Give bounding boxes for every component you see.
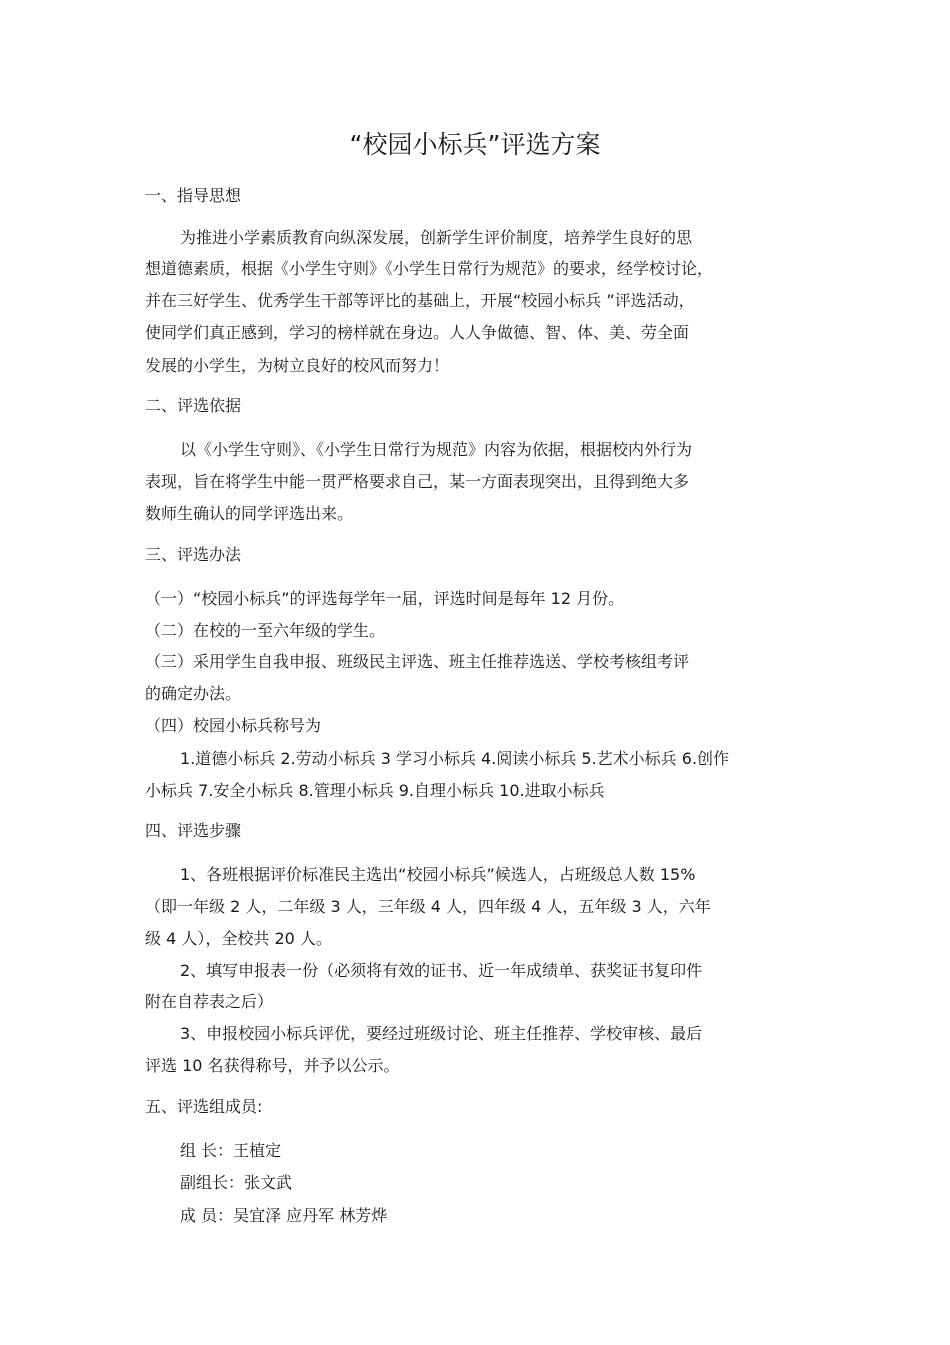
section-4-line-4: 2、填写申报表一份（必须将有效的证书、近一年成绩单、获奖证书复印件 <box>180 961 703 980</box>
section-4-line-5: 附在自荐表之后） <box>145 992 274 1011</box>
section-1-line-2: 想道德素质，根据《小学生守则》《小学生日常行为规范》的要求，经学校讨论， <box>145 259 714 278</box>
section-4-line-3: 级 4 人），全校共 20 人。 <box>145 929 332 948</box>
section-1-line-5: 发展的小学生，为树立良好的校风而努力！ <box>145 356 450 375</box>
section-3-line-5: （四）校园小标兵称号为 <box>145 716 322 735</box>
section-3-line-6: 1.道德小标兵 2.劳动小标兵 3 学习小标兵 4.阅读小标兵 5.艺术小标兵 6.创作 <box>180 749 730 768</box>
section-4-line-2: （即一年级 2 人，二年级 3 人，三年级 4 人，四年级 4 人，五年级 3 人，六年 <box>145 897 711 916</box>
section-4-line-7: 评选 10 名获得称号，并予以公示。 <box>145 1056 400 1075</box>
section-5-heading: 五、评选组成员: <box>145 1097 263 1116</box>
section-4-line-1: 1、各班根据评价标准民主选出“校园小标兵”候选人，占班级总人数 15% <box>180 865 696 884</box>
section-2-line-3: 数师生确认的同学评选出来。 <box>145 504 354 523</box>
member-deputy-leader: 副组长：张文武 <box>180 1173 293 1192</box>
section-3-line-7: 小标兵 7.安全小标兵 8.管理小标兵 9.自理小标兵 10.进取小标兵 <box>145 781 605 800</box>
section-2-heading: 二、评选依据 <box>145 396 242 415</box>
section-1-line-1: 为推进小学素质教育向纵深发展，创新学生评价制度，培养学生良好的思 <box>180 228 693 247</box>
section-2-line-1: 以《小学生守则》、《小学生日常行为规范》内容为依据，根据校内外行为 <box>180 440 693 459</box>
section-1-line-3: 并在三好学生、优秀学生干部等评比的基础上，开展“校园小标兵 ”评选活动， <box>145 291 695 310</box>
section-3-heading: 三、评选办法 <box>145 545 242 564</box>
section-3-line-2: （二）在校的一至六年级的学生。 <box>145 621 386 640</box>
section-3-line-4: 的确定办法。 <box>145 684 242 703</box>
page-title: “校园小标兵”评选方案 <box>349 130 601 159</box>
member-members: 成 员：吴宜泽 应丹军 林芳烨 <box>180 1206 388 1225</box>
section-3-line-3: （三）采用学生自我申报、班级民主评选、班主任推荐选送、学校考核组考评 <box>145 652 690 671</box>
section-4-line-6: 3、申报校园小标兵评优，要经过班级讨论、班主任推荐、学校审核、最后 <box>180 1024 703 1043</box>
member-leader: 组 长：王植定 <box>180 1141 282 1160</box>
section-1-heading: 一、指导思想 <box>145 186 242 205</box>
section-2-line-2: 表现，旨在将学生中能一贯严格要求自己，某一方面表现突出，且得到绝大多 <box>145 472 690 491</box>
section-1-line-4: 使同学们真正感到，学习的榜样就在身边。人人争做德、智、体、美、劳全面 <box>145 323 690 342</box>
section-3-line-1: （一）“校园小标兵”的评选每学年一届，评选时间是每年 12 月份。 <box>145 589 625 608</box>
section-4-heading: 四、评选步骤 <box>145 821 242 840</box>
